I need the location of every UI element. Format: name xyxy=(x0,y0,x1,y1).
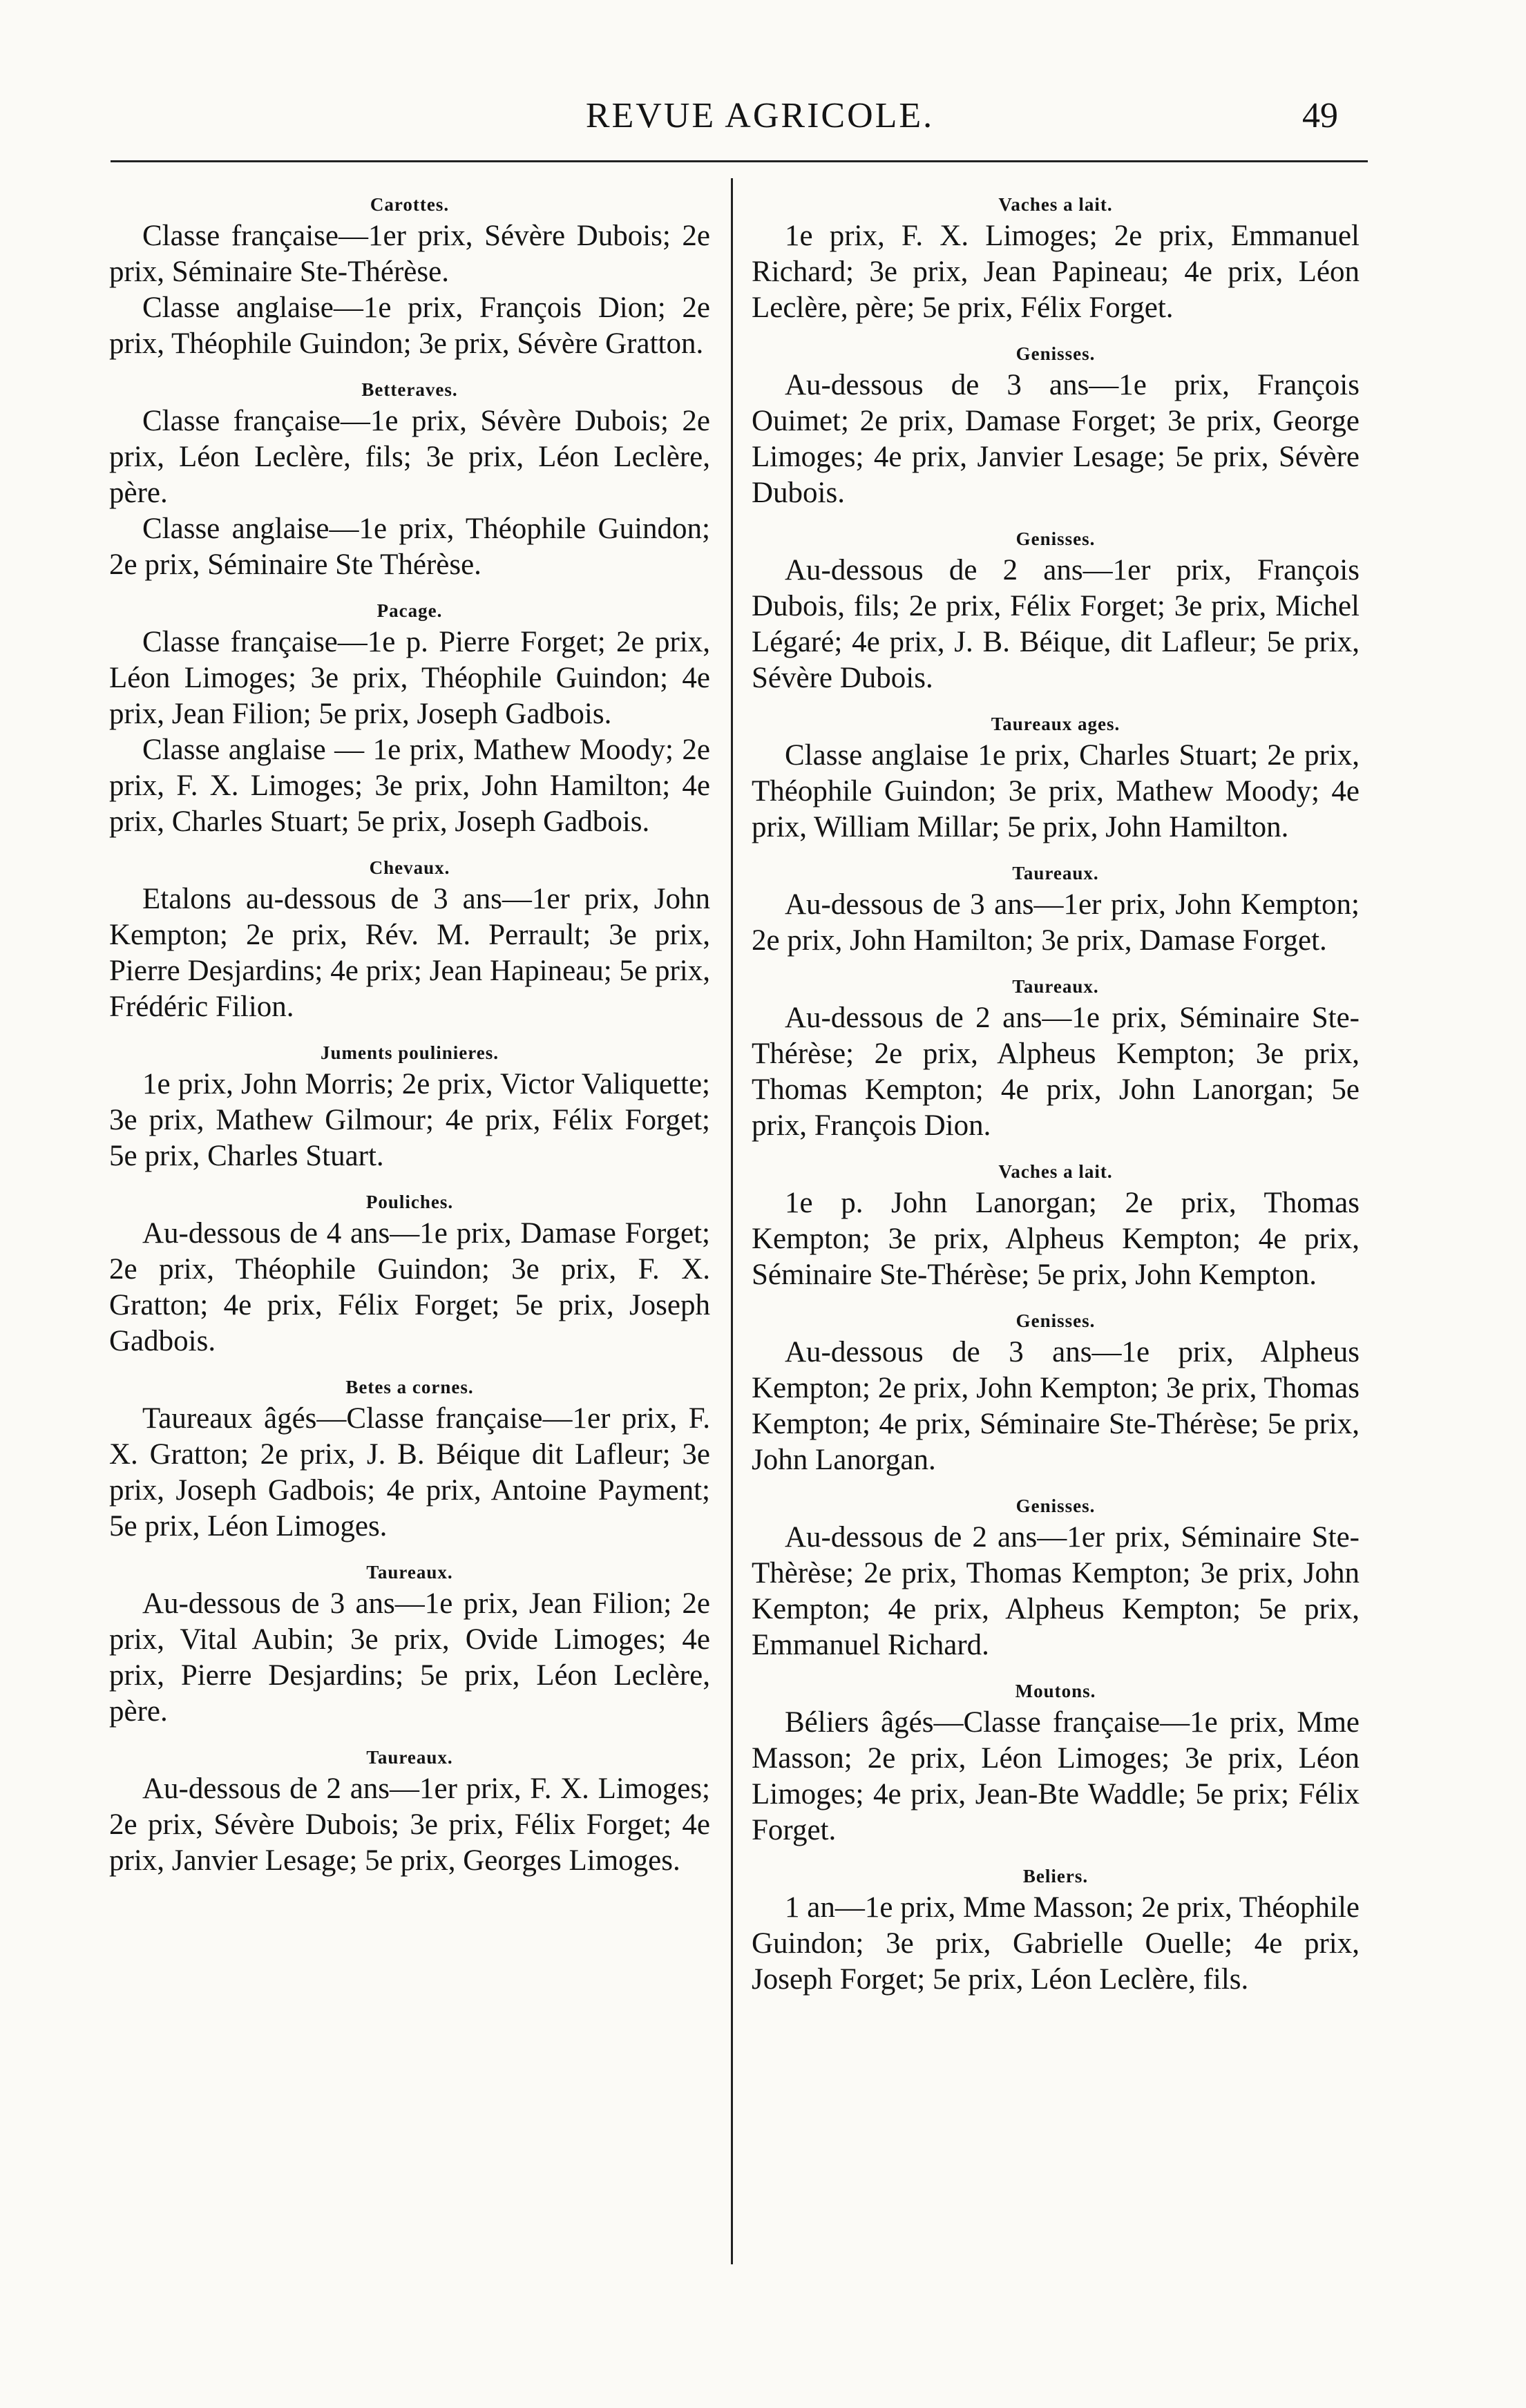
prize-paragraph: Classe anglaise—1e prix, Théophile Guindon; 2e prix, Séminaire Ste Thérèse. xyxy=(109,513,710,581)
prize-paragraph: 1 an—1e prix, Mme Masson; 2e prix, Théophile Guindon; 3e prix, Gabrielle Ouelle; 4e prix, Joseph Forget; 5e prix, Léon Leclère, fils. xyxy=(752,1891,1360,1996)
prize-section xyxy=(109,1188,710,1359)
prize-section xyxy=(109,1039,710,1174)
prize-section xyxy=(109,1558,710,1730)
section-heading: Genisses. xyxy=(1015,528,1096,549)
column-divider xyxy=(731,178,733,2264)
prize-section xyxy=(109,376,710,583)
section-heading: Beliers. xyxy=(1022,1866,1089,1886)
section-heading: Juments poulinieres. xyxy=(320,1042,499,1063)
page-number: 49 xyxy=(1302,96,1338,135)
prize-paragraph: Au-dessous de 4 ans—1e prix, Damase Forget; 2e prix, Théophile Guindon; 3e prix, F. X. Gratton; 4e prix, Félix Forget; 5e prix, Joseph Gadbois. xyxy=(109,1217,710,1357)
section-heading: Taureaux. xyxy=(366,1562,453,1583)
prize-section xyxy=(752,1677,1360,1848)
prize-paragraph: Classe française—1e p. Pierre Forget; 2e prix, Léon Limoges; 3e prix, Théophile Guindon; 4e prix, Jean Filion; 5e prix, Joseph Gadbois. xyxy=(109,626,710,730)
prize-paragraph: Au-dessous de 3 ans—1er prix, John Kempton; 2e prix, John Hamilton; 3e prix, Damase Forget. xyxy=(752,888,1360,957)
prize-paragraph: Classe anglaise 1e prix, Charles Stuart; 2e prix, Théophile Guindon; 3e prix, Mathew Moody; 4e prix, William Millar; 5e prix, John Hamilton. xyxy=(752,739,1360,843)
prize-paragraph: Béliers âgés—Classe française—1e prix, Mme Masson; 2e prix, Léon Limoges; 3e prix, Léon Limoges; 4e prix, Jean-Bte Waddle; 5e prix; Félix Forget. xyxy=(752,1706,1360,1846)
prize-paragraph: Au-dessous de 2 ans—1e prix, Séminaire Ste-Thérèse; 2e prix, Alpheus Kempton; 3e prix, Thomas Kempton; 4e prix, John Lanorgan; 5e prix, François Dion. xyxy=(752,1002,1360,1142)
prize-section xyxy=(752,710,1360,845)
prize-paragraph: Classe française—1er prix, Sévère Dubois; 2e prix, Séminaire Ste-Thérèse. xyxy=(109,220,710,288)
prize-section xyxy=(752,191,1360,326)
section-heading: Betteraves. xyxy=(361,379,458,400)
prize-paragraph: Au-dessous de 2 ans—1er prix, François Dubois, fils; 2e prix, Félix Forget; 3e prix, Michel Légaré; 4e prix, J. B. Béique, dit Lafleur; 5e prix, Sévère Dubois. xyxy=(752,554,1360,694)
prize-paragraph: 1e p. John Lanorgan; 2e prix, Thomas Kempton; 3e prix, Alpheus Kempton; 4e prix, Séminaire Ste-Thérèse; 5e prix, John Kempton. xyxy=(752,1187,1360,1291)
section-heading: Pacage. xyxy=(376,600,443,621)
prize-section xyxy=(109,854,710,1025)
section-heading: Moutons. xyxy=(1015,1681,1096,1701)
prize-paragraph: Taureaux âgés—Classe française—1er prix, F. X. Gratton; 2e prix, J. B. Béique dit Lafleur; 3e prix, Joseph Gadbois; 4e prix, Antoine Payment; 5e prix, Léon Limoges. xyxy=(109,1402,710,1542)
prize-paragraph: Au-dessous de 2 ans—1er prix, Séminaire Ste-Thèrèse; 2e prix, Thomas Kempton; 3e prix, John Kempton; 4e prix, Alpheus Kempton; 5e prix, Emmanuel Richard. xyxy=(752,1521,1360,1661)
prize-paragraph: Classe anglaise — 1e prix, Mathew Moody; 2e prix, F. X. Limoges; 3e prix, John Hamilton; 4e prix, Charles Stuart; 5e prix, Joseph Gadbois. xyxy=(109,734,710,838)
header-rule xyxy=(111,160,1368,162)
prize-section xyxy=(752,340,1360,511)
section-heading: Vaches a lait. xyxy=(998,1161,1113,1182)
right-column xyxy=(752,187,1360,2007)
section-heading: Taureaux. xyxy=(1012,863,1099,883)
prize-paragraph: Classe anglaise—1e prix, François Dion; 2e prix, Théophile Guindon; 3e prix, Sévère Gratton. xyxy=(109,292,710,360)
section-heading: Chevaux. xyxy=(369,857,450,878)
section-heading: Genisses. xyxy=(1015,1310,1096,1331)
prize-section xyxy=(752,1862,1360,1998)
prize-paragraph: Au-dessous de 3 ans—1e prix, Alpheus Kempton; 2e prix, John Kempton; 3e prix, Thomas Kempton; 4e prix, Séminaire Ste-Thérèse; 5e prix, John Lanorgan. xyxy=(752,1336,1360,1476)
prize-section xyxy=(752,1158,1360,1293)
prize-section xyxy=(109,1373,710,1545)
prize-paragraph: Au-dessous de 2 ans—1er prix, F. X. Limoges; 2e prix, Sévère Dubois; 3e prix, Félix Forget; 4e prix, Janvier Lesage; 5e prix, Georges Limoges. xyxy=(109,1772,710,1877)
section-heading: Taureaux. xyxy=(366,1747,453,1768)
prize-section xyxy=(752,1307,1360,1478)
left-column xyxy=(109,187,710,1889)
section-heading: Betes a cornes. xyxy=(345,1377,474,1397)
prize-section xyxy=(752,1492,1360,1663)
section-heading: Genisses. xyxy=(1015,343,1096,364)
section-heading: Pouliches. xyxy=(365,1192,454,1212)
prize-section xyxy=(752,525,1360,696)
running-header-title: REVUE AGRICOLE. xyxy=(585,96,935,135)
prize-paragraph: Au-dessous de 3 ans—1e prix, Jean Filion; 2e prix, Vital Aubin; 3e prix, Ovide Limoges; 4e prix, Pierre Desjardins; 5e prix, Léon Leclère, père. xyxy=(109,1587,710,1728)
prize-paragraph: Etalons au-dessous de 3 ans—1er prix, John Kempton; 2e prix, Rév. M. Perrault; 3e prix, Pierre Desjardins; 4e prix; Jean Hapineau; 5e prix, Frédéric Filion. xyxy=(109,883,710,1023)
prize-paragraph: Classe française—1e prix, Sévère Dubois; 2e prix, Léon Leclère, fils; 3e prix, Léon Leclère, père. xyxy=(109,405,710,509)
prize-section xyxy=(109,597,710,840)
prize-paragraph: 1e prix, F. X. Limoges; 2e prix, Emmanuel Richard; 3e prix, Jean Papineau; 4e prix, Léon Leclère, père; 5e prix, Félix Forget. xyxy=(752,220,1360,324)
section-heading: Genisses. xyxy=(1015,1496,1096,1516)
section-heading: Taureaux. xyxy=(1012,976,1099,997)
section-heading: Taureaux ages. xyxy=(991,714,1120,734)
prize-section xyxy=(109,1743,710,1879)
prize-paragraph: Au-dessous de 3 ans—1e prix, François Ouimet; 2e prix, Damase Forget; 3e prix, George Limoges; 4e prix, Janvier Lesage; 5e prix, Sévère Dubois. xyxy=(752,369,1360,509)
prize-paragraph: 1e prix, John Morris; 2e prix, Victor Valiquette; 3e prix, Mathew Gilmour; 4e prix, Félix Forget; 5e prix, Charles Stuart. xyxy=(109,1068,710,1172)
section-heading: Vaches a lait. xyxy=(998,194,1113,215)
prize-section xyxy=(109,191,710,362)
section-heading: Carottes. xyxy=(370,194,450,215)
prize-section xyxy=(752,859,1360,959)
prize-section xyxy=(752,973,1360,1144)
